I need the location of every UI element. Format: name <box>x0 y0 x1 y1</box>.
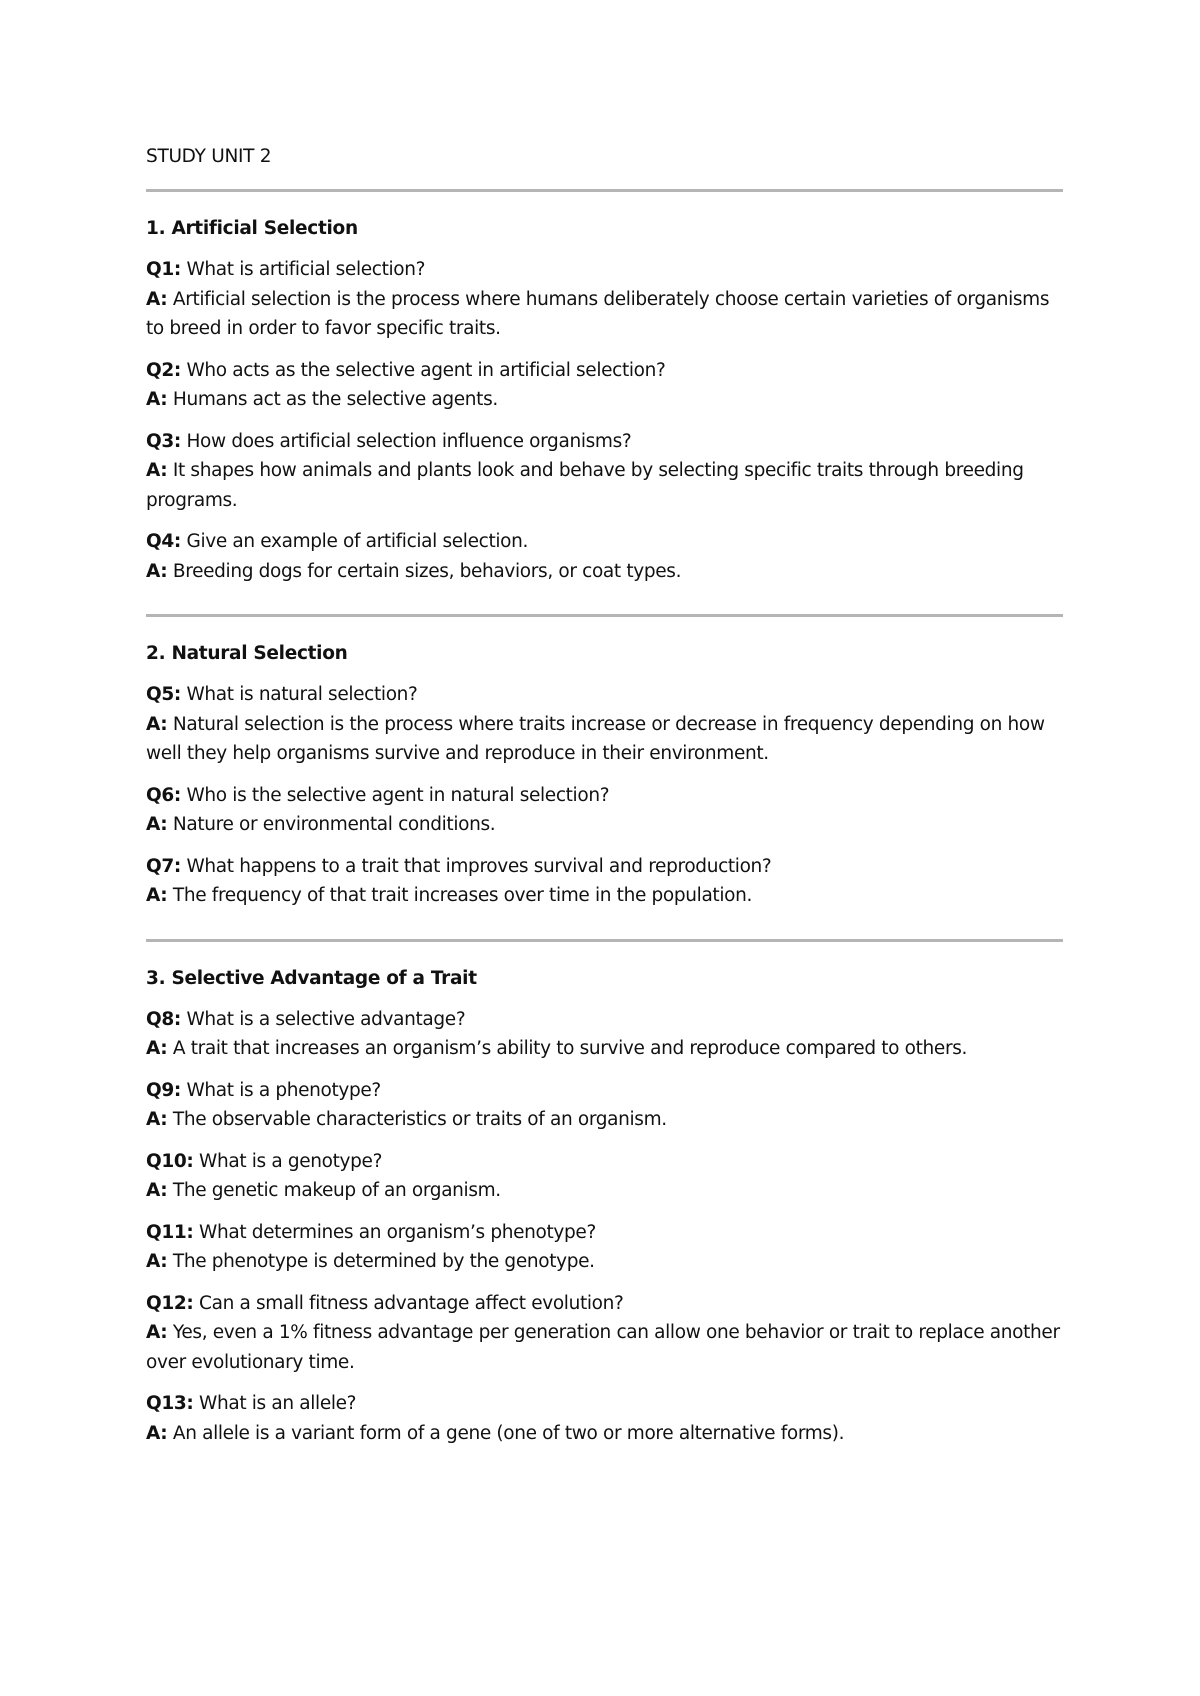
answer-text: Humans act as the selective agents. <box>167 389 498 410</box>
qa-item-q9 <box>146 1076 1062 1135</box>
answer-text: A trait that increases an organism’s ability to survive and reproduce compared to others. <box>167 1038 968 1059</box>
answer-label: A: <box>146 1422 168 1444</box>
question-label: Q8: <box>146 1008 181 1030</box>
question-label: Q10: <box>146 1150 194 1172</box>
answer-text: It shapes how animals and plants look and behave by selecting specific traits through breeding programs. <box>146 460 1024 511</box>
question-label: Q9: <box>146 1079 181 1101</box>
qa-item-q5 <box>146 680 1062 769</box>
qa-item-q2 <box>146 356 1062 415</box>
question-text: What determines an organism’s phenotype? <box>193 1221 596 1243</box>
answer-label: A: <box>146 1180 168 1201</box>
answer-text: An allele is a variant form of a gene (one of two or more alternative forms). <box>167 1422 845 1444</box>
qa-item-q11 <box>146 1218 1062 1277</box>
answer-label: A: <box>146 560 168 582</box>
answer-text: Yes, even a 1% fitness advantage per generation can allow one behavior or trait to replace another over evolutionary time. <box>146 1322 1060 1373</box>
question-text: Who acts as the selective agent in artificial selection? <box>180 359 666 381</box>
qa-item-q3 <box>146 427 1062 516</box>
answer-label: A: <box>146 389 168 410</box>
answer-label: A: <box>146 460 168 481</box>
answer-label: A: <box>146 288 168 310</box>
section-heading-artificial-selection: 1. Artificial Selection <box>146 218 358 239</box>
section-heading-natural-selection: 2. Natural Selection <box>146 643 348 664</box>
answer-text: The phenotype is determined by the genotype. <box>167 1251 595 1272</box>
qa-item-q4 <box>146 527 1062 586</box>
section-divider <box>146 939 1063 942</box>
question-text: Who is the selective agent in natural selection? <box>180 784 610 806</box>
answer-label: A: <box>146 713 168 735</box>
question-label: Q2: <box>146 359 181 381</box>
question-text: Give an example of artificial selection. <box>180 531 529 552</box>
answer-label: A: <box>146 1109 168 1130</box>
answer-label: A: <box>146 814 168 835</box>
answer-label: A: <box>146 1322 168 1343</box>
question-text: What is a phenotype? <box>180 1079 381 1101</box>
answer-text: Artificial selection is the process where humans deliberately choose certain varieties of organisms to breed in order to favor specific traits. <box>146 288 1050 339</box>
question-text: What is a genotype? <box>193 1150 383 1172</box>
qa-item-q8 <box>146 1005 1062 1064</box>
question-text: How does artificial selection influence organisms? <box>180 430 632 452</box>
qa-item-q10 <box>146 1147 1062 1206</box>
qa-item-q6 <box>146 781 1062 840</box>
answer-label: A: <box>146 1038 168 1059</box>
question-label: Q12: <box>146 1292 194 1314</box>
answer-text: Breeding dogs for certain sizes, behaviors, or coat types. <box>167 560 682 582</box>
section-divider <box>146 614 1063 617</box>
answer-label: A: <box>146 1251 168 1272</box>
question-text: What is an allele? <box>193 1393 357 1414</box>
answer-text: Nature or environmental conditions. <box>167 814 496 835</box>
question-text: What is artificial selection? <box>180 259 426 280</box>
qa-item-q1 <box>146 255 1062 344</box>
answer-text: The observable characteristics or traits of an organism. <box>167 1109 667 1130</box>
qa-item-q7 <box>146 852 1062 911</box>
question-label: Q13: <box>146 1393 194 1414</box>
document-title: STUDY UNIT 2 <box>146 146 272 167</box>
question-label: Q11: <box>146 1221 194 1243</box>
question-text: What is a selective advantage? <box>180 1008 466 1030</box>
question-label: Q6: <box>146 784 181 806</box>
question-label: Q7: <box>146 855 181 877</box>
qa-item-q12 <box>146 1289 1062 1378</box>
question-label: Q4: <box>146 531 181 552</box>
question-text: What is natural selection? <box>180 684 418 705</box>
answer-text: Natural selection is the process where traits increase or decrease in frequency depending on how well they help organisms survive and reproduce in their environment. <box>146 713 1045 764</box>
question-text: Can a small fitness advantage affect evolution? <box>193 1292 624 1314</box>
answer-text: The genetic makeup of an organism. <box>167 1180 501 1201</box>
question-text: What happens to a trait that improves survival and reproduction? <box>180 855 772 877</box>
qa-item-q13 <box>146 1389 1062 1448</box>
answer-label: A: <box>146 885 168 906</box>
question-label: Q3: <box>146 430 181 452</box>
section-heading-selective-advantage: 3. Selective Advantage of a Trait <box>146 967 477 989</box>
document-page <box>146 145 1062 1448</box>
section-divider <box>146 189 1063 192</box>
question-label: Q5: <box>146 684 181 705</box>
answer-text: The frequency of that trait increases over time in the population. <box>167 885 752 906</box>
question-label: Q1: <box>146 259 181 280</box>
